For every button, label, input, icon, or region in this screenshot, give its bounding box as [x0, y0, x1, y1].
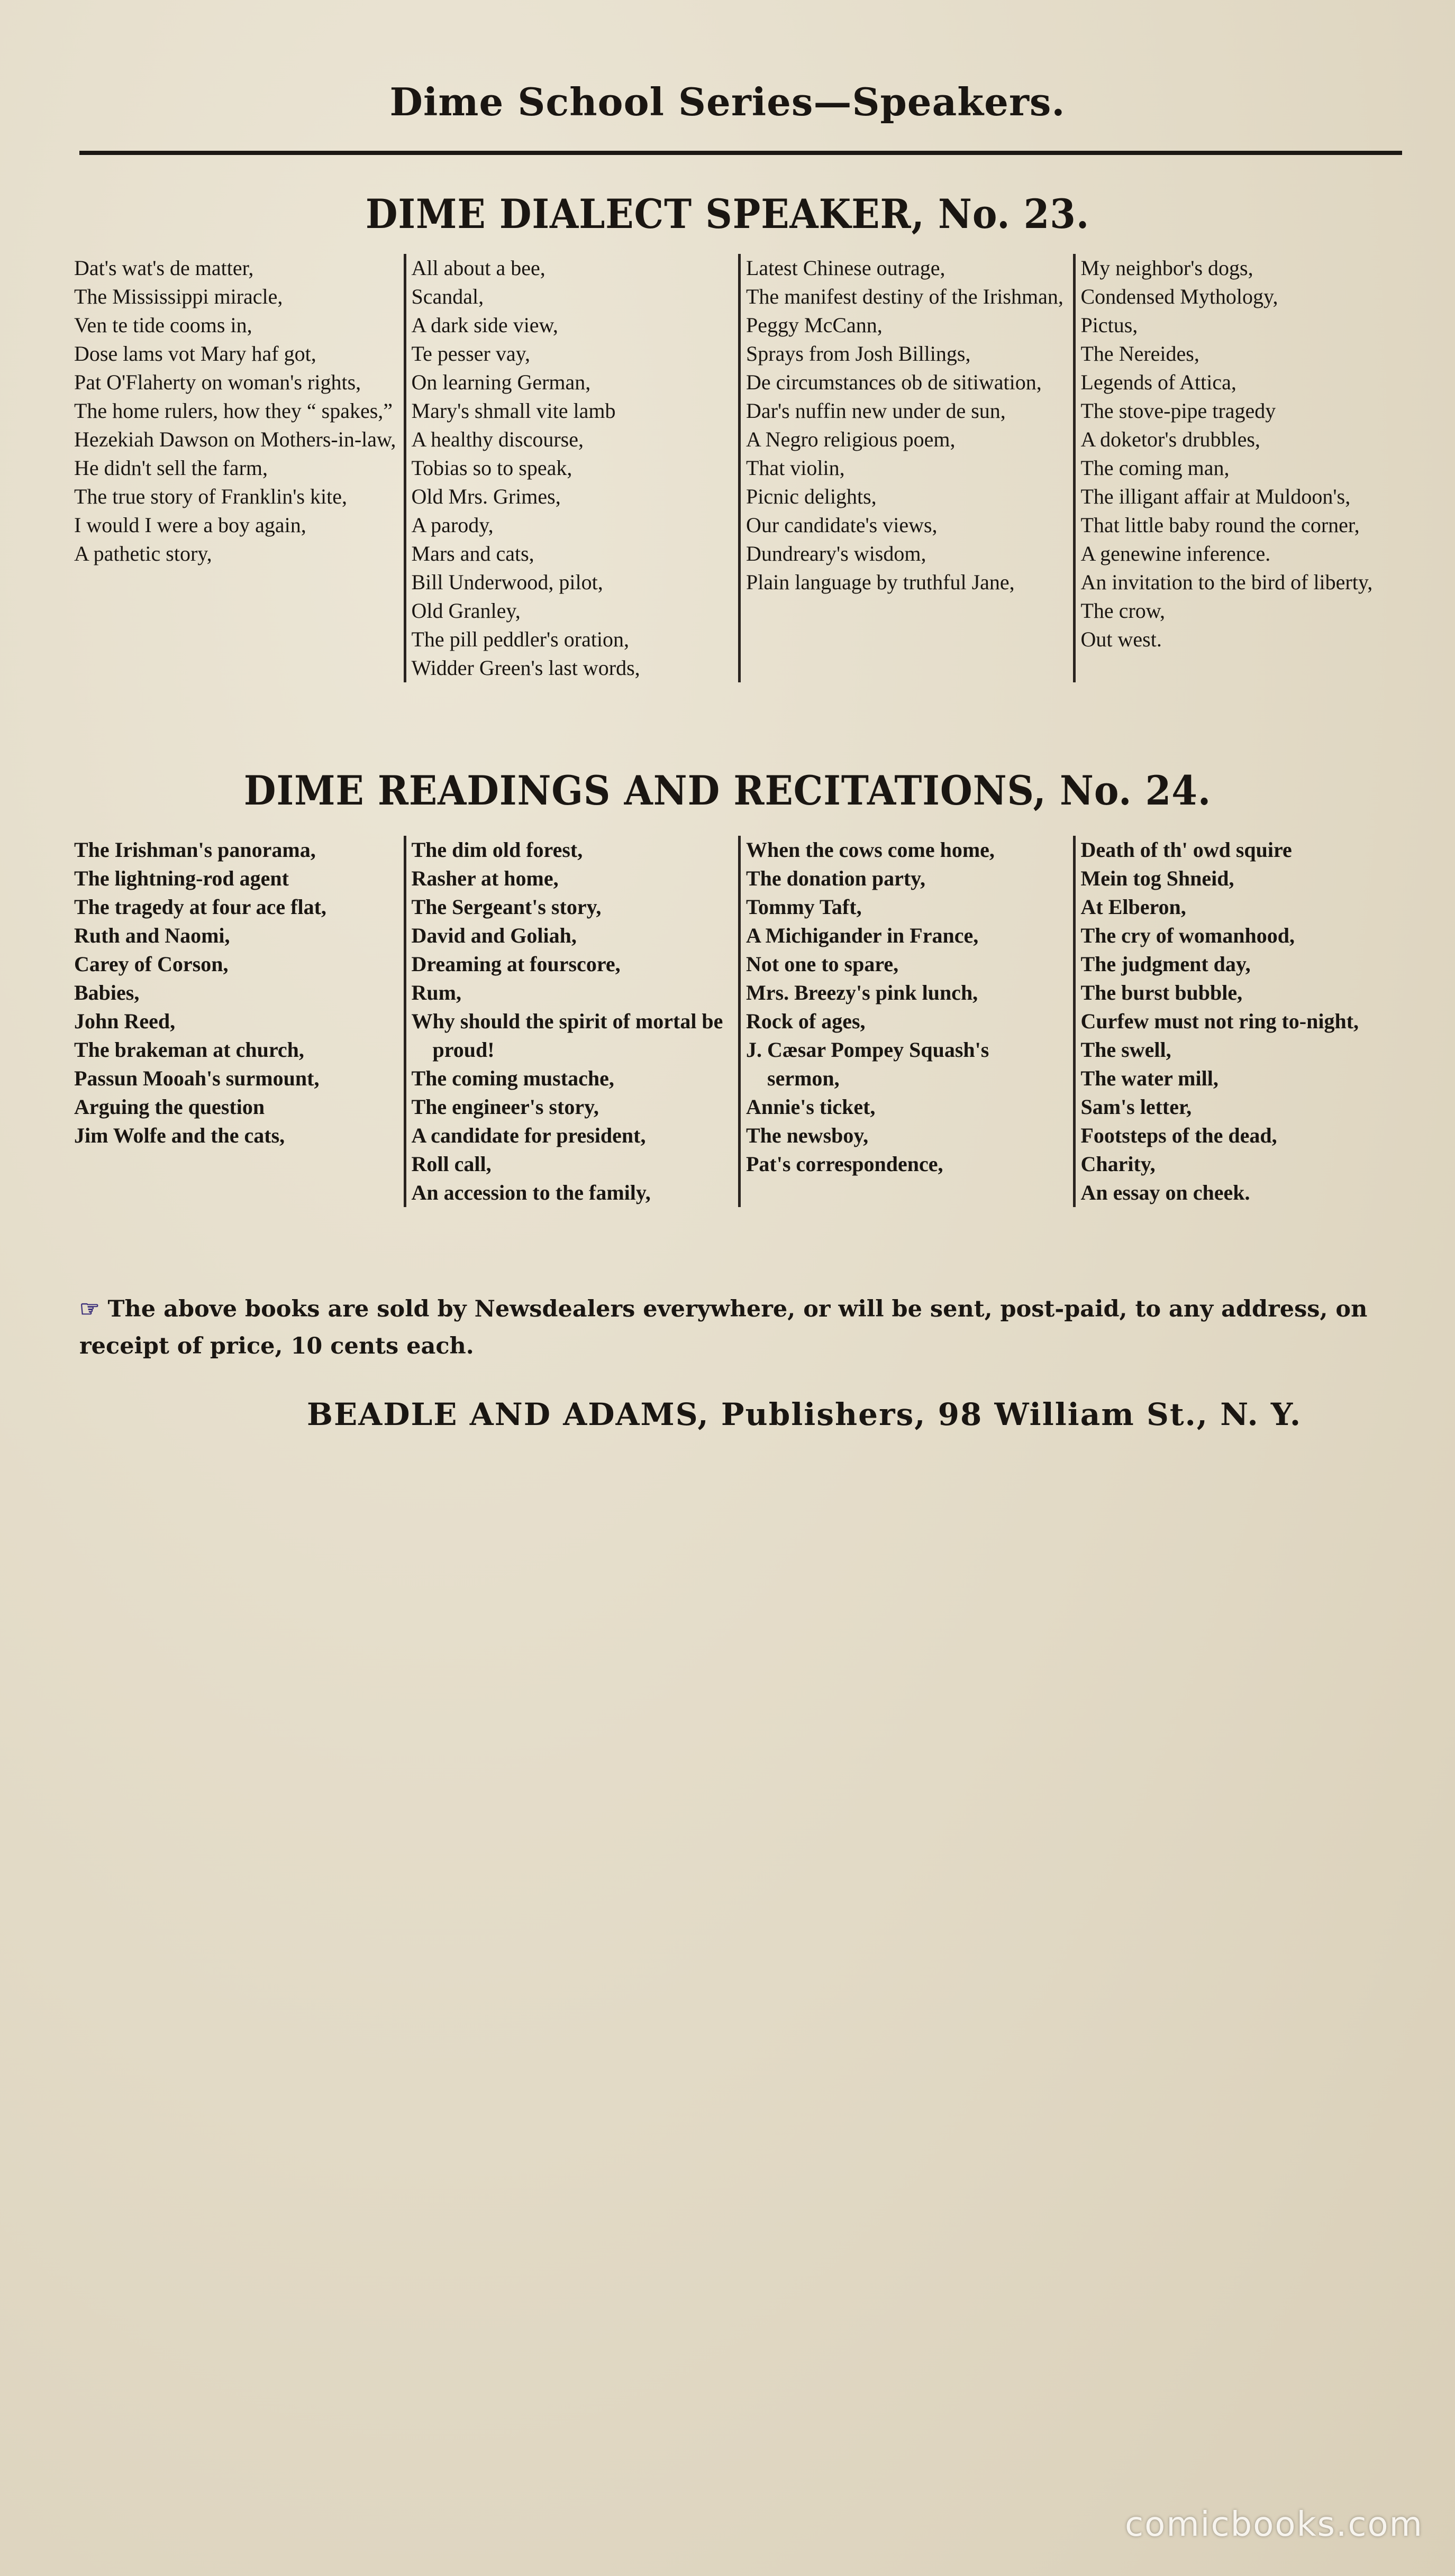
list-item: Dat's wat's de matter,	[74, 256, 254, 280]
list-item: The pill peddler's oration,	[411, 627, 630, 651]
list-item: Rock of ages,	[746, 1009, 866, 1033]
list-item: He didn't sell the farm,	[74, 456, 268, 480]
list-item: A Michigander in France,	[746, 924, 979, 947]
list-item: Charity,	[1080, 1152, 1156, 1176]
section-title-dialect-speaker: DIME DIALECT SPEAKER, No. 23.	[365, 190, 1090, 237]
list-item: Why should the spirit of mortal be proud!	[411, 1009, 723, 1062]
list-item: The coming mustache,	[411, 1066, 614, 1090]
list-item: The swell,	[1080, 1038, 1171, 1062]
list-item: An accession to the family,	[411, 1181, 651, 1204]
list-item: All about a bee,	[411, 256, 545, 280]
list-item: Scandal,	[411, 285, 484, 308]
list-item: Latest Chinese outrage,	[746, 256, 945, 280]
list-item: The brakeman at church,	[74, 1038, 304, 1062]
list-item: Widder Green's last words,	[411, 656, 640, 680]
list-item: Ruth and Naomi,	[74, 924, 230, 947]
list-item: Pat's correspondence,	[746, 1152, 943, 1176]
watermark: comicbooks.com	[1124, 2505, 1423, 2544]
pointing-hand-icon: ☞	[79, 1296, 100, 1322]
list-item: The manifest destiny of the Irishman,	[746, 285, 1063, 308]
list-item: The illigant affair at Muldoon's,	[1080, 485, 1351, 508]
sales-notice	[79, 1291, 1413, 1365]
sales-notice-text: The above books are sold by Newsdealers everywhere, or will be sent, post-paid, to any address, on receipt of price, 10 cents each.	[79, 1296, 1368, 1359]
list-item: The tragedy at four ace flat,	[74, 895, 326, 919]
list-item: Babies,	[74, 981, 140, 1004]
list-column	[69, 836, 404, 1207]
list-item: I would I were a boy again,	[74, 513, 306, 537]
list-item: Our candidate's views,	[746, 513, 938, 537]
list-item: Plain language by truthful Jane,	[746, 570, 1015, 594]
list-item: A genewine inference.	[1080, 542, 1271, 565]
list-item: John Reed,	[74, 1009, 176, 1033]
list-item: Mars and cats,	[411, 542, 534, 565]
list-item: The lightning-rod agent	[74, 866, 289, 890]
list-item: Pictus,	[1080, 313, 1138, 337]
list-item: Dose lams vot Mary haf got,	[74, 342, 316, 366]
list-item: When the cows come home,	[746, 838, 995, 862]
list-item: A doketor's drubbles,	[1080, 427, 1260, 451]
section-dialect-speaker-list	[69, 254, 1407, 682]
list-item: Death of th' owd squire	[1080, 838, 1292, 862]
list-item: The water mill,	[1080, 1066, 1218, 1090]
list-item: Rum,	[411, 981, 461, 1004]
list-item: Rasher at home,	[411, 866, 559, 890]
header-rule	[79, 151, 1402, 155]
list-item: Condensed Mythology,	[1080, 285, 1278, 308]
list-column	[1073, 836, 1408, 1207]
list-item: The coming man,	[1080, 456, 1230, 480]
list-item: Hezekiah Dawson on Mothers-in-law,	[74, 427, 396, 451]
list-item: Mein tog Shneid,	[1080, 866, 1234, 890]
list-column	[1073, 254, 1408, 682]
list-item: Sprays from Josh Billings,	[746, 342, 971, 366]
list-item: Passun Mooah's surmount,	[74, 1066, 320, 1090]
list-item: David and Goliah,	[411, 924, 577, 947]
list-item: The burst bubble,	[1080, 981, 1243, 1004]
list-item: The Nereides,	[1080, 342, 1199, 366]
section-title-readings-recitations: DIME READINGS AND RECITATIONS, No. 24.	[243, 767, 1212, 814]
list-item: An invitation to the bird of liberty,	[1080, 570, 1373, 594]
list-item: Annie's ticket,	[746, 1095, 876, 1119]
list-item: My neighbor's dogs,	[1080, 256, 1253, 280]
list-item: A candidate for president,	[411, 1123, 646, 1147]
list-item: Curfew must not ring to-night,	[1080, 1009, 1359, 1033]
list-item: Jim Wolfe and the cats,	[74, 1123, 285, 1147]
list-item: The stove-pipe tragedy	[1080, 399, 1276, 423]
list-item: Te pesser vay,	[411, 342, 531, 366]
list-column	[69, 254, 404, 682]
list-item: Tommy Taft,	[746, 895, 862, 919]
list-item: The Mississippi miracle,	[74, 285, 283, 308]
list-item: A dark side view,	[411, 313, 558, 337]
list-item: Not one to spare,	[746, 952, 899, 976]
list-item: Dreaming at fourscore,	[411, 952, 621, 976]
list-item: Mrs. Breezy's pink lunch,	[746, 981, 978, 1004]
list-item: Out west.	[1080, 627, 1162, 651]
list-item: Legends of Attica,	[1080, 370, 1236, 394]
list-item: Tobias so to speak,	[411, 456, 572, 480]
list-item: On learning German,	[411, 370, 591, 394]
list-item: That violin,	[746, 456, 845, 480]
list-item: The crow,	[1080, 599, 1166, 623]
list-item: The cry of womanhood,	[1080, 924, 1295, 947]
list-item: A healthy discourse,	[411, 427, 584, 451]
list-column	[738, 836, 1073, 1207]
list-item: Sam's letter,	[1080, 1095, 1192, 1119]
list-item: Dar's nuffin new under de sun,	[746, 399, 1006, 423]
list-item: That little baby round the corner,	[1080, 513, 1360, 537]
list-column	[404, 254, 739, 682]
list-item: Mary's shmall vite lamb	[411, 399, 616, 423]
list-column	[738, 254, 1073, 682]
list-item: Bill Underwood, pilot,	[411, 570, 603, 594]
publisher-imprint: BEADLE AND ADAMS, Publishers, 98 William St., N. Y.	[307, 1396, 1302, 1432]
list-item: Footsteps of the dead,	[1080, 1123, 1277, 1147]
list-item: The Irishman's panorama,	[74, 838, 316, 862]
list-item: Roll call,	[411, 1152, 492, 1176]
list-item: The engineer's story,	[411, 1095, 599, 1119]
list-item: Ven te tide cooms in,	[74, 313, 252, 337]
page-header: Dime School Series—Speakers.	[389, 79, 1066, 124]
list-item: A parody,	[411, 513, 494, 537]
list-item: Dundreary's wisdom,	[746, 542, 926, 565]
list-item: Old Mrs. Grimes,	[411, 485, 561, 508]
list-item: Carey of Corson,	[74, 952, 229, 976]
list-item: The dim old forest,	[411, 838, 583, 862]
list-item: An essay on cheek.	[1080, 1181, 1250, 1204]
list-item: The true story of Franklin's kite,	[74, 485, 347, 508]
list-item: The judgment day,	[1080, 952, 1251, 976]
list-item: Picnic delights,	[746, 485, 877, 508]
list-item: A pathetic story,	[74, 542, 212, 565]
list-item: The home rulers, how they “ spakes,”	[74, 399, 393, 423]
list-item: A Negro religious poem,	[746, 427, 956, 451]
list-item: The donation party,	[746, 866, 925, 890]
list-item: The newsboy,	[746, 1123, 869, 1147]
list-item: Old Granley,	[411, 599, 521, 623]
list-item: De circumstances ob de sitiwation,	[746, 370, 1042, 394]
list-item: The Sergeant's story,	[411, 895, 602, 919]
list-item: J. Cæsar Pompey Squash's sermon,	[746, 1038, 989, 1090]
section-readings-recitations-list	[69, 836, 1407, 1207]
list-item: Pat O'Flaherty on woman's rights,	[74, 370, 361, 394]
list-column	[404, 836, 739, 1207]
list-item: At Elberon,	[1080, 895, 1186, 919]
list-item: Peggy McCann,	[746, 313, 883, 337]
list-item: Arguing the question	[74, 1095, 265, 1119]
